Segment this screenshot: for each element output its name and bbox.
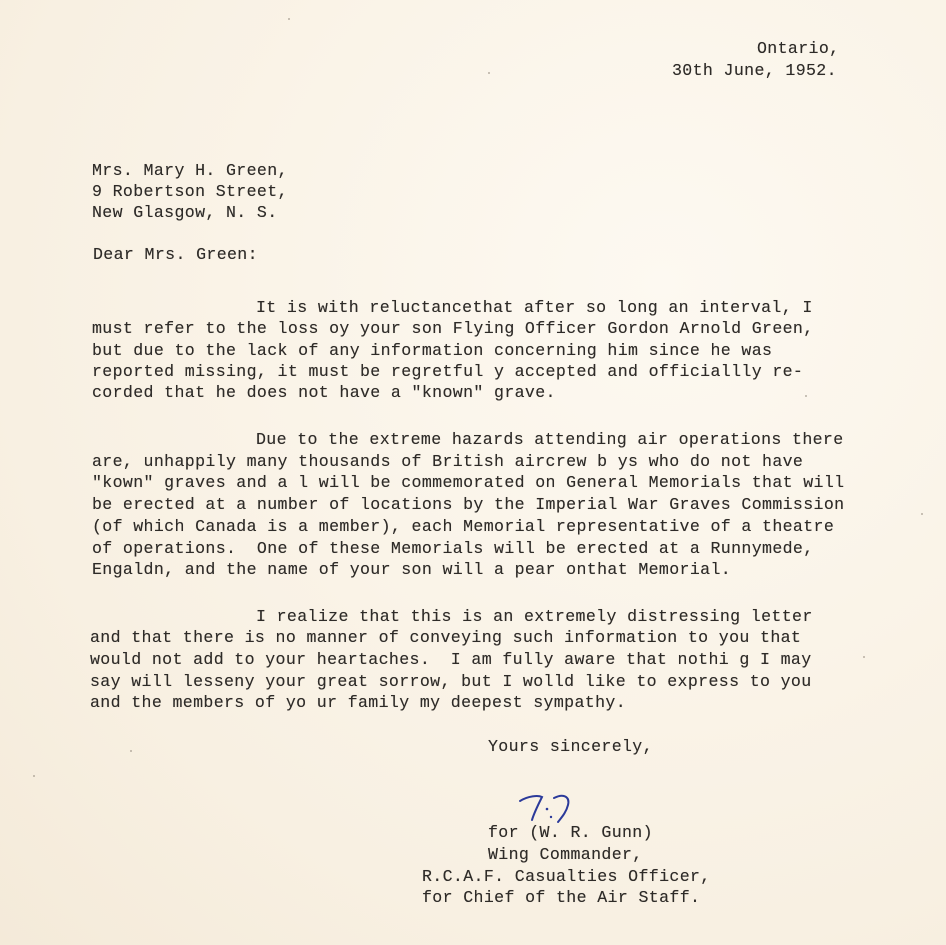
salutation: Dear Mrs. Green: — [93, 245, 258, 264]
paragraph-line: corded that he does not have a "known" grave. — [92, 383, 556, 402]
paragraph-line: (of which Canada is a member), each Memorial representative of a theatre — [92, 517, 835, 536]
signatory-title: R.C.A.F. Casualties Officer, — [422, 867, 711, 886]
signatory-line: for (W. R. Gunn) — [488, 823, 653, 842]
paragraph-line: be erected at a number of locations by the Imperial War Graves Commission — [92, 495, 845, 514]
paper-speck — [863, 656, 865, 658]
paragraph-line: It is with reluctancethat after so long an interval, I — [256, 298, 813, 317]
address-line: New Glasgow, N. S. — [92, 203, 278, 222]
signatory-rank: Wing Commander, — [488, 845, 643, 864]
address-line: 9 Robertson Street, — [92, 182, 288, 201]
paragraph-line: of operations. One of these Memorials will be erected at a Runnymede, — [92, 539, 814, 558]
signature-stroke — [554, 796, 568, 822]
address-line: Mrs. Mary H. Green, — [92, 161, 288, 180]
closing: Yours sincerely, — [488, 737, 653, 756]
letter-date: 30th June, 1952. — [672, 61, 837, 80]
paragraph-line: "kown" graves and a l will be commemorated on General Memorials that will — [92, 473, 845, 492]
paper-speck — [288, 18, 290, 20]
paragraph-line: must refer to the loss oy your son Flying Officer Gordon Arnold Green, — [92, 319, 814, 338]
paper-speck — [805, 395, 807, 397]
paragraph-line: are, unhappily many thousands of British aircrew b ys who do not have — [92, 452, 804, 471]
paragraph-line: Engaldn, and the name of your son will a pear onthat Memorial. — [92, 560, 732, 579]
paper-speck — [921, 513, 923, 515]
signature-stroke — [520, 796, 542, 820]
paper-speck — [130, 750, 132, 752]
signature-dot — [546, 808, 549, 811]
paragraph-line: and the members of yo ur family my deepest sympathy. — [90, 693, 627, 712]
paragraph-line: Due to the extreme hazards attending air operations there — [256, 430, 844, 449]
paragraph-line: I realize that this is an extremely distressing letter — [256, 607, 813, 626]
signature-dot — [550, 816, 552, 818]
paragraph-line: but due to the lack of any information concerning him since he was — [92, 341, 773, 360]
sender-place: Ontario, — [757, 39, 840, 58]
paragraph-line: say will lesseny your great sorrow, but I wolld like to express to you — [90, 672, 812, 691]
paragraph-line: would not add to your heartaches. I am fully aware that nothi g I may — [90, 650, 812, 669]
signatory-office: for Chief of the Air Staff. — [422, 888, 701, 907]
paragraph-line: and that there is no manner of conveying such information to you that — [90, 628, 802, 647]
paragraph-line: reported missing, it must be regretful y accepted and officiallly re- — [92, 362, 804, 381]
paper-speck — [33, 775, 35, 777]
paper-speck — [488, 72, 490, 74]
